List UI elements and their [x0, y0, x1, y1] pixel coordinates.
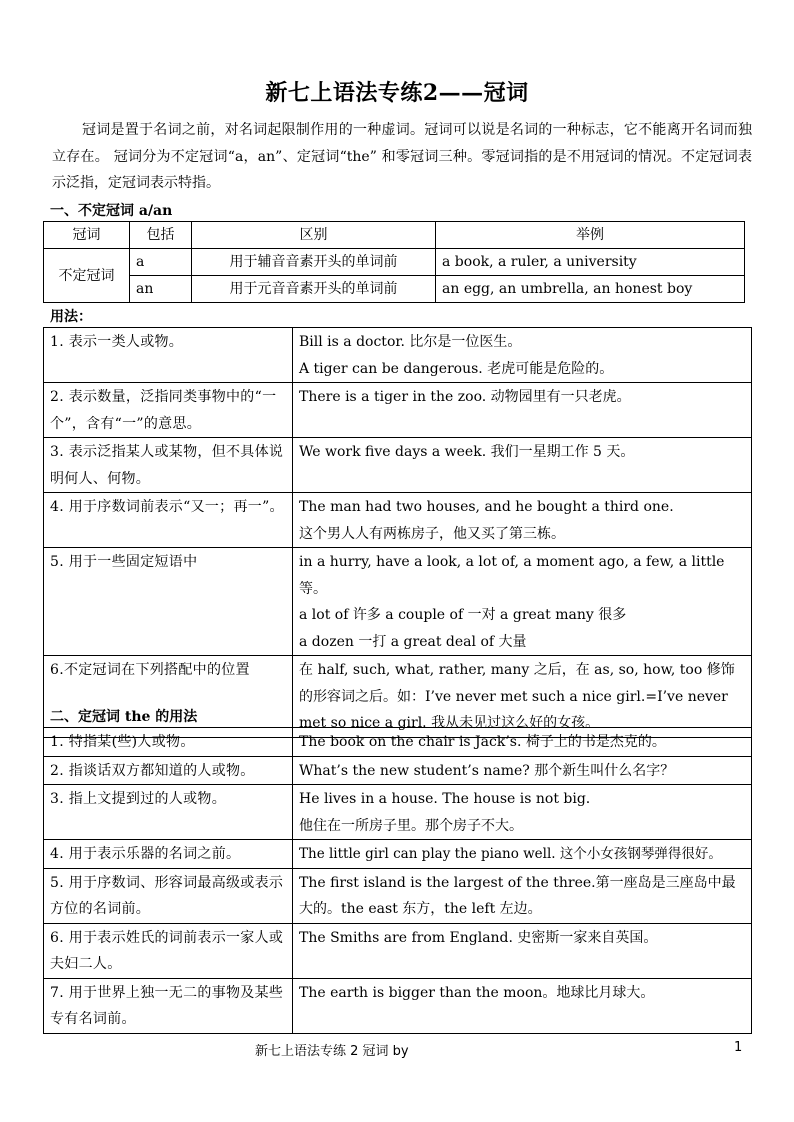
rule-cell: 6. 用于表示姓氏的词前表示一家人或夫妇二人。	[44, 923, 293, 978]
rule-cell: 4. 用于表示乐器的名词之前。	[44, 840, 293, 869]
page-footer: 新七上语法专练 2 冠词 by	[255, 1044, 409, 1059]
header-cell: 区别	[192, 222, 436, 249]
example-line: 这个男人人有两栋房子，他又买了第三栋。	[299, 525, 565, 542]
rule-cell: 5. 用于序数词、形容词最高级或表示方位的名词前。	[44, 868, 293, 923]
example-line: He lives in a house. The house is not big.	[299, 791, 591, 807]
example-line: The first island is the largest of the three.第一座岛是三座岛中最大的。the east 东方，the left 左边。	[299, 874, 736, 917]
indefinite-article-table	[43, 221, 745, 303]
diff-cell: 用于元音音素开头的单词前	[192, 276, 436, 303]
example-line: The earth is bigger than the moon。地球比月球大。	[299, 984, 655, 1001]
table-row	[44, 493, 752, 548]
table-row	[44, 978, 752, 1033]
table-row	[44, 383, 752, 438]
example-cell	[293, 656, 752, 738]
example-line: The Smiths are from England. 史密斯一家来自英国。	[299, 929, 658, 946]
table-row	[44, 868, 752, 923]
example-cell	[293, 383, 752, 438]
example-line: a lot of 许多 a couple of 一对 a great many 很多	[299, 607, 627, 623]
example-cell	[293, 438, 752, 493]
table-row	[44, 548, 752, 656]
intro-paragraph: 冠词是置于名词之前，对名词起限制作用的一种虚词。冠词可以说是名词的一种标志，它不能离开名词而独立存在。 冠词分为不定冠词“a，an”、定冠词“the” 和零冠词三种。零冠词指的是不用冠词的情况。不定冠词表示泛指，定冠词表示特指。	[52, 122, 752, 191]
definite-usage-table	[43, 727, 752, 1034]
rule-cell: 2. 指谈话双方都知道的人或物。	[44, 756, 293, 785]
example-line: The man had two houses, and he bought a third one.	[299, 499, 674, 515]
rule-cell: 3. 指上文提到过的人或物。	[44, 785, 293, 840]
example-cell: an egg, an umbrella, an honest boy	[436, 276, 745, 303]
table-row	[44, 328, 752, 383]
example-line: 他住在一所房子里。那个房子不大。	[299, 817, 523, 834]
example-cell	[293, 548, 752, 656]
example-cell	[293, 328, 752, 383]
rule-cell: 3. 表示泛指某人或某物，但不具体说明何人、何物。	[44, 438, 293, 493]
table-row	[44, 756, 752, 785]
diff-cell: 用于辅音音素开头的单词前	[192, 249, 436, 276]
example-cell	[293, 840, 752, 869]
example-cell: a book, a ruler, a university	[436, 249, 745, 276]
table-row	[44, 438, 752, 493]
table-row	[44, 276, 745, 303]
page-title: 新七上语法专练2——冠词	[265, 80, 529, 106]
article-cell: a	[130, 249, 192, 276]
example-line: We work five days a week. 我们一星期工作 5 天。	[299, 444, 635, 460]
rule-cell: 7. 用于世界上独一无二的事物及某些专有名词前。	[44, 978, 293, 1033]
example-line: Bill is a doctor. 比尔是一位医生。	[299, 334, 522, 350]
rule-cell: 5. 用于一些固定短语中	[44, 548, 293, 656]
header-cell: 冠词	[44, 222, 130, 249]
example-line: The little girl can play the piano well. 这个小女孩钢琴弹得很好。	[299, 846, 722, 862]
example-line: in a hurry, have a look, a lot of, a moment ago, a few, a little 等。	[299, 554, 725, 597]
section-heading-definite: 二、定冠词 the 的用法	[50, 709, 198, 725]
rule-cell: 6.不定冠词在下列搭配中的位置	[44, 656, 293, 738]
example-cell	[293, 728, 752, 757]
example-line: A tiger can be dangerous. 老虎可能是危险的。	[299, 360, 614, 377]
rule-cell: 1. 特指某(些)人或物。	[44, 728, 293, 757]
example-line: There is a tiger in the zoo. 动物园里有一只老虎。	[299, 389, 631, 405]
table-row	[44, 785, 752, 840]
example-cell	[293, 978, 752, 1033]
table-header-row	[44, 222, 745, 249]
header-cell: 举例	[436, 222, 745, 249]
header-cell: 包括	[130, 222, 192, 249]
rule-cell: 4. 用于序数词前表示“又一；再一”。	[44, 493, 293, 548]
example-line: 在 half, such, what, rather, many 之后，在 as, so, how, too 修饰的形容词之后。如：I’ve never met such a nice girl.=I’ve never met so nice a girl. 我从未见过这么好的女孩。	[299, 662, 735, 731]
example-line: The book on the chair is Jack’s. 椅子上的书是杰克的。	[299, 734, 666, 750]
example-line: What’s the new student’s name? 那个新生叫什么名字？	[299, 762, 675, 779]
table-row	[44, 840, 752, 869]
type-cell: 不定冠词	[44, 249, 130, 303]
example-cell	[293, 756, 752, 785]
rule-cell: 2. 表示数量，泛指同类事物中的“一个”，含有“一”的意思。	[44, 383, 293, 438]
table-row	[44, 923, 752, 978]
rule-cell: 1. 表示一类人或物。	[44, 328, 293, 383]
table-row	[44, 728, 752, 757]
indefinite-usage-table	[43, 327, 752, 738]
example-cell	[293, 868, 752, 923]
example-cell	[293, 923, 752, 978]
example-line: a dozen 一打 a great deal of 大量	[299, 633, 527, 650]
article-cell: an	[130, 276, 192, 303]
section-heading-indefinite: 一、不定冠词 a/an	[50, 203, 173, 219]
example-cell	[293, 785, 752, 840]
example-cell	[293, 493, 752, 548]
usage-label: 用法：	[50, 309, 92, 325]
table-row	[44, 249, 745, 276]
page-number: 1	[734, 1040, 743, 1055]
